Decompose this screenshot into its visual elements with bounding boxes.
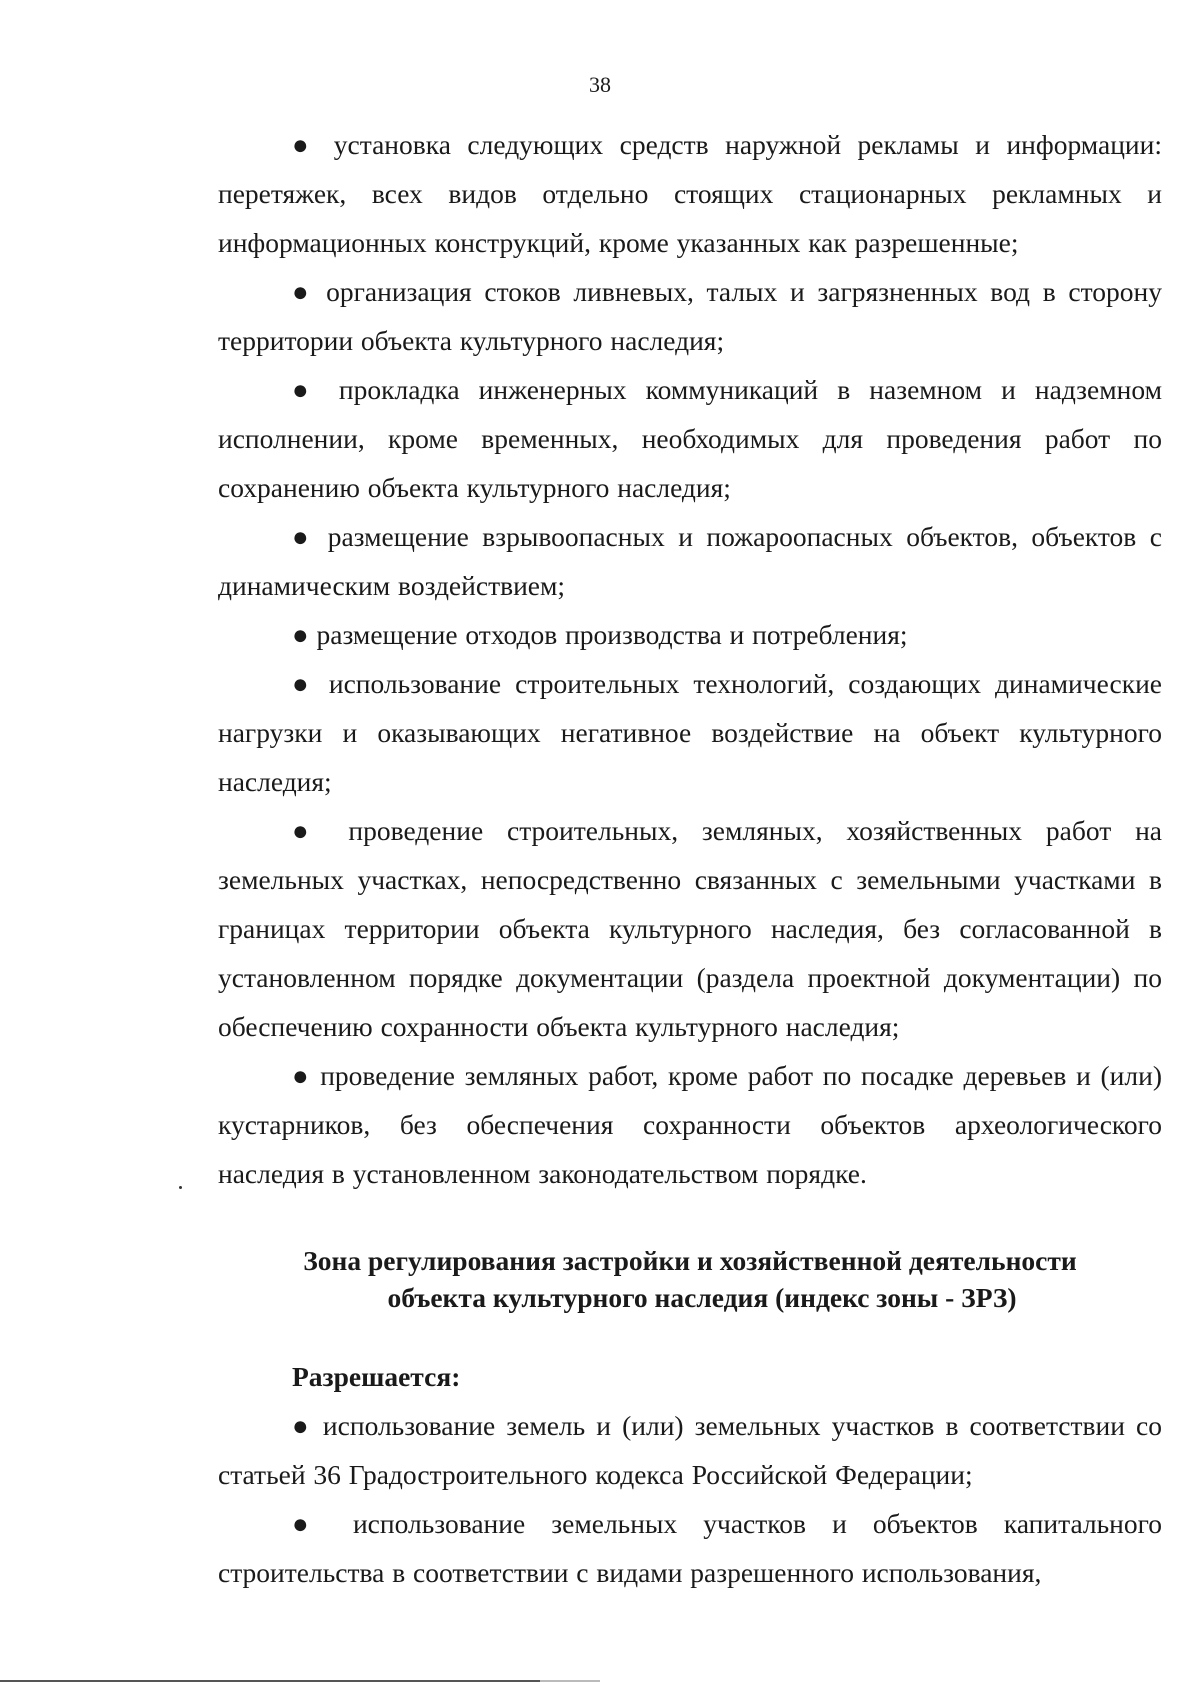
bottom-rule-faint (540, 1680, 600, 1682)
document-body (218, 120, 1162, 1597)
list-item: ● проведение земляных работ, кроме работ по посадке деревьев и (или) кустарников, без обеспечения сохранности объектов археологического наследия в установленном законодательством порядке. (218, 1060, 1162, 1189)
page-number: 38 (589, 72, 611, 97)
list-item: ● размещение взрывоопасных и пожароопасных объектов, объектов с динамическим воздействием; (218, 521, 1162, 601)
scan-artifact-dot (179, 1186, 182, 1189)
list-item: ● размещение отходов производства и потребления; (292, 619, 908, 650)
section-heading-line-1: Зона регулирования застройки и хозяйственной деятельности (303, 1245, 1077, 1276)
list-item: ● организация стоков ливневых, талых и загрязненных вод в сторону территории объекта культурного наследия; (218, 276, 1162, 356)
list-item: ● использование строительных технологий, создающих динамические нагрузки и оказывающих негативное воздействие на объект культурного наследия; (218, 668, 1162, 797)
section-heading (218, 1242, 1162, 1316)
sub-heading: Разрешается: (292, 1361, 461, 1392)
list-item: ● установка следующих средств наружной рекламы и информации: перетяжек, всех видов отдельно стоящих стационарных рекламных и информационных конструкций, кроме указанных как разрешенные; (218, 129, 1162, 258)
list-item: ● прокладка инженерных коммуникаций в наземном и надземном исполнении, кроме временных, необходимых для проведения работ по сохранению объекта культурного наследия; (218, 374, 1162, 503)
list-item: ● использование земельных участков и объектов капитального строительства в соответствии с видами разрешенного использования, (218, 1508, 1162, 1588)
list-item: ● использование земель и (или) земельных участков в соответствии со статьей 36 Градостроительного кодекса Российской Федерации; (218, 1410, 1162, 1490)
bottom-rule (0, 1680, 540, 1682)
section-heading-line-2: объекта культурного наследия (индекс зоны - ЗРЗ) (387, 1282, 1017, 1313)
list-item: ● проведение строительных, земляных, хозяйственных работ на земельных участках, непосредственно связанных с земельными участками в границах территории объекта культурного наследия, без согласованной в установленном порядке документации (раздела проектной документации) по обеспечению сохранности объекта культурного наследия; (218, 815, 1162, 1042)
